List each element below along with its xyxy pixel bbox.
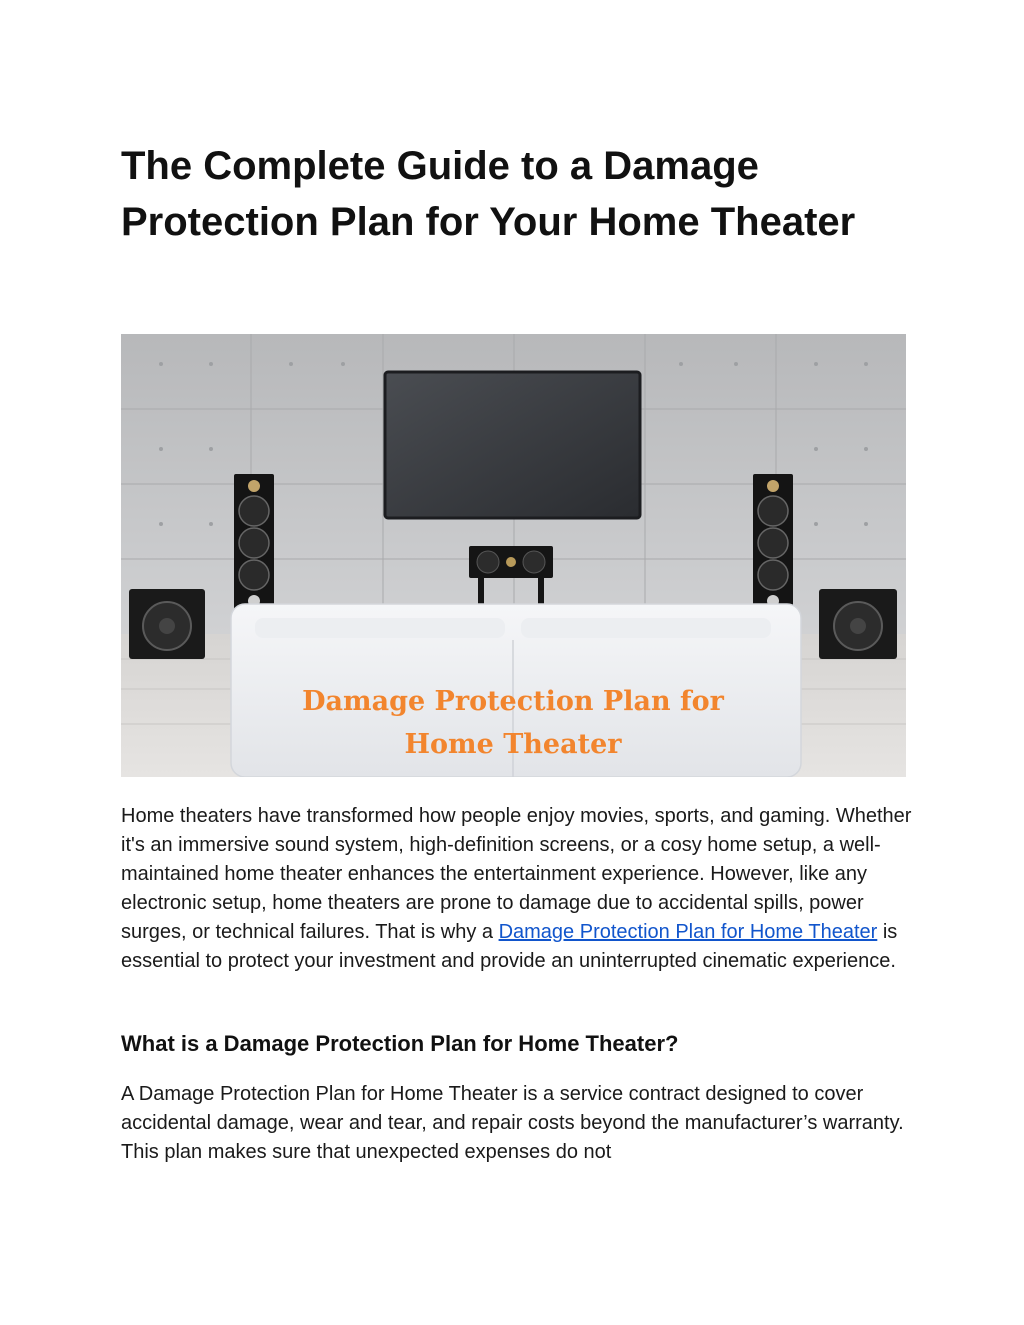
hero-overlay-line1: Damage Protection Plan for [302, 686, 724, 717]
hero-overlay-line2: Home Theater [404, 729, 622, 760]
section-heading: What is a Damage Protection Plan for Home Theater? [121, 1031, 679, 1056]
hero-image [121, 334, 906, 777]
definition-paragraph: A Damage Protection Plan for Home Theater is a service contract designed to cover accidental damage, wear and tear, and repair costs beyond the manufacturer’s warranty. This plan makes sure that unexpected expenses do not [121, 1083, 904, 1163]
intro-text-before-link: Home theaters have transformed how people enjoy movies, sports, and gaming. Whether it's an immersive sound system, high-definition screens, or a cosy home setup, a well-maintained home theater enhances the entertainment experience. However, like any electronic setup, home theaters are prone to damage due to accidental spills, power surges, or technical failures. That is why a [121, 805, 912, 943]
intro-paragraph [121, 802, 921, 976]
intro-text-after-link: is essential to protect your investment and provide an uninterrupted cinematic experience. [121, 921, 898, 972]
page-title: The Complete Guide to a Damage Protection Plan for Your Home Theater [121, 144, 856, 244]
damage-protection-plan-link[interactable]: Damage Protection Plan for Home Theater [498, 921, 878, 943]
